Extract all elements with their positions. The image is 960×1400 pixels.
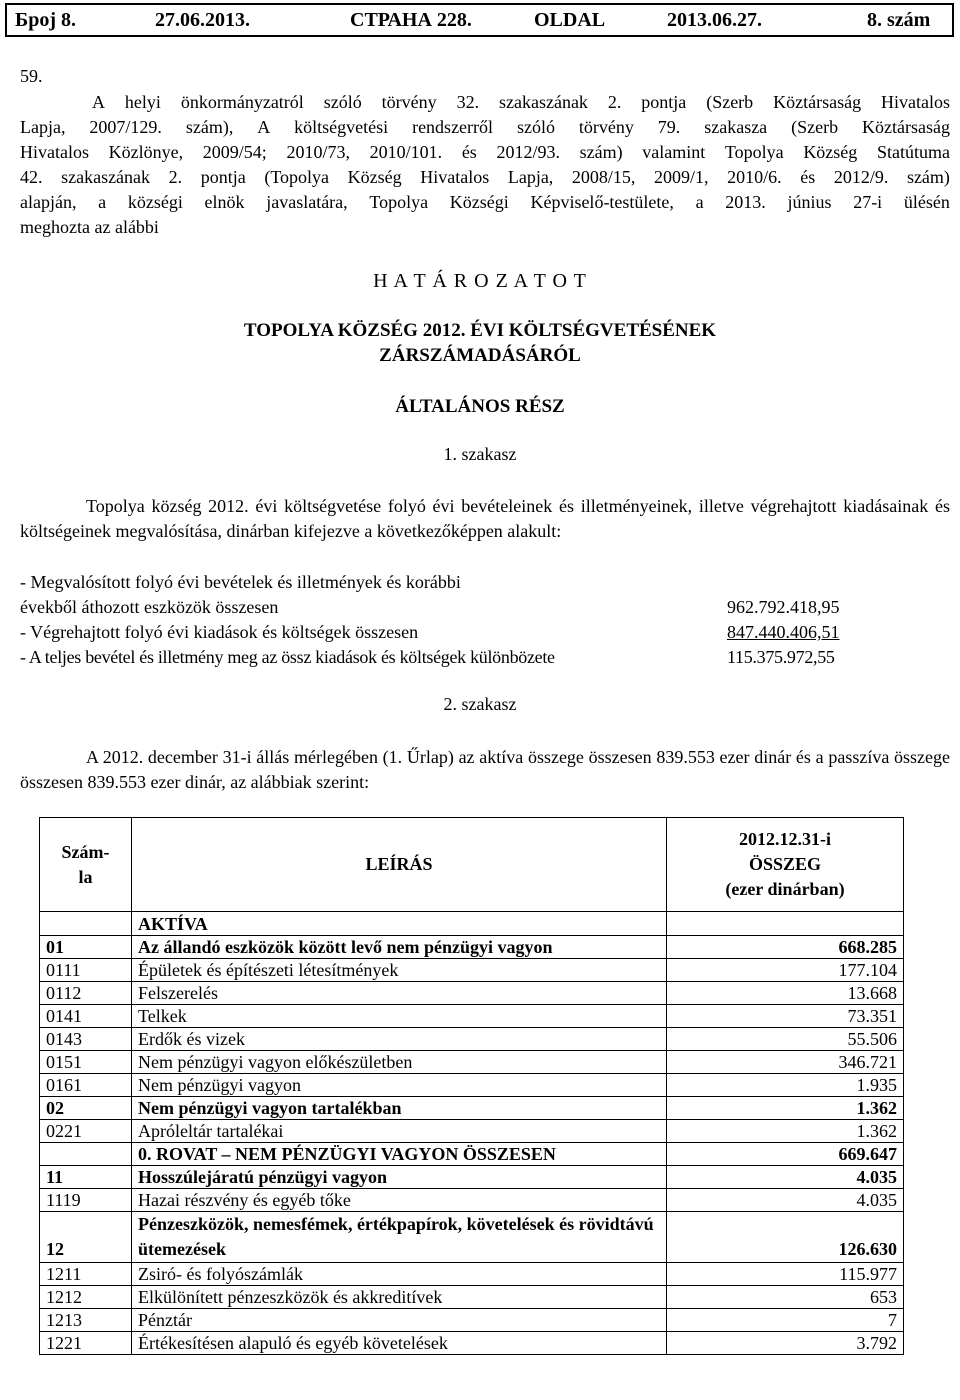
amount-cell: 1.362 xyxy=(667,1120,904,1143)
section-1-heading: 1. szakasz xyxy=(443,444,517,464)
page-label-hungarian: OLDAL xyxy=(534,9,606,31)
preamble-word: (Szerb xyxy=(791,117,839,137)
preamble-paragraph xyxy=(20,90,950,240)
preamble-word: valamint xyxy=(642,142,706,162)
preamble-word: és xyxy=(461,142,477,162)
preamble-word: szám) xyxy=(579,142,623,162)
table-row xyxy=(40,1120,904,1143)
table-row xyxy=(40,1051,904,1074)
preamble-word: Közlönye, xyxy=(108,142,184,162)
table-row xyxy=(40,1332,904,1355)
date-hungarian: 2013.06.27. xyxy=(667,9,762,31)
account-code-cell: 0111 xyxy=(40,959,132,982)
title-line-2: ZÁRSZÁMADÁSÁRÓL xyxy=(379,345,581,366)
balance-sheet-table xyxy=(39,817,904,1355)
summary-label: - Megvalósított folyó évi bevételek és illetmények és korábbi xyxy=(20,572,461,592)
preamble-word: június xyxy=(787,192,832,212)
section-1-text: Topolya község 2012. évi költségvetése folyó évi bevételeinek és illetményeinek, illetve végrehajtott kiadásainak és költségeinek megvalósítása, dinárban kifejezve a következőképpen alakult: xyxy=(20,496,950,541)
column-header-amount: 2012.12.31-i ÖSSZEG (ezer dinárban) xyxy=(667,818,904,912)
table-row xyxy=(40,1028,904,1051)
summary-label: évekből áthozott eszközök összesen xyxy=(20,597,279,617)
preamble-word: elnök xyxy=(204,192,245,212)
account-code-cell: 11 xyxy=(40,1166,132,1189)
summary-label: - A teljes bevétel és illetmény meg az össz kiadások és költségek különbözete xyxy=(20,647,555,667)
amount-cell: 55.506 xyxy=(667,1028,904,1051)
preamble-word: Lapja, xyxy=(507,167,554,187)
preamble-word: Statútuma xyxy=(876,142,950,162)
summary-amount: 962.792.418,95 xyxy=(727,597,840,617)
preamble-word: 2013. xyxy=(725,192,766,212)
page-header xyxy=(5,3,954,37)
account-code-cell: 1221 xyxy=(40,1332,132,1355)
document-title xyxy=(0,318,960,368)
table-row xyxy=(40,1143,904,1166)
preamble-word: alapján, xyxy=(20,192,77,212)
account-code-cell: 1211 xyxy=(40,1263,132,1286)
page-number-serbian: СТРАНА 228. xyxy=(350,9,472,31)
preamble-word: költségvetési xyxy=(294,117,389,137)
preamble-word: szám) xyxy=(906,167,950,187)
preamble-word: A xyxy=(257,117,271,137)
account-code-cell xyxy=(40,1143,132,1166)
preamble-line xyxy=(20,140,950,165)
resolution-heading: H A T Á R O Z A T O T xyxy=(373,270,587,292)
account-code-cell: 1212 xyxy=(40,1286,132,1309)
amount-cell: 177.104 xyxy=(667,959,904,982)
preamble-word: meghozta az alábbi xyxy=(20,217,159,237)
account-code-cell: 0221 xyxy=(40,1120,132,1143)
preamble-line xyxy=(20,115,950,140)
preamble-line xyxy=(20,190,950,215)
table-row xyxy=(40,1097,904,1120)
account-code-cell: 0151 xyxy=(40,1051,132,1074)
description-cell: Apróleltár tartalékai xyxy=(132,1120,667,1143)
table-row xyxy=(40,1263,904,1286)
part-heading: ÁLTALÁNOS RÉSZ xyxy=(395,396,565,417)
section-label-row xyxy=(40,912,904,936)
amount-cell: 115.977 xyxy=(667,1263,904,1286)
preamble-word: 2010/73, xyxy=(286,142,350,162)
summary-row xyxy=(20,595,950,619)
preamble-word: 2. xyxy=(607,92,622,112)
preamble-line xyxy=(20,90,950,115)
preamble-word: szakaszának xyxy=(498,92,588,112)
table-row xyxy=(40,936,904,959)
preamble-word: 27-i xyxy=(853,192,883,212)
preamble-word: szakaszának xyxy=(61,167,151,187)
preamble-word: 79. xyxy=(657,117,681,137)
table-cell xyxy=(40,912,132,936)
title-line-1: TOPOLYA KÖZSÉG 2012. ÉVI KÖLTSÉGVETÉSÉNEK xyxy=(243,320,717,341)
preamble-word: szám), xyxy=(185,117,234,137)
preamble-word: törvény xyxy=(381,92,437,112)
description-cell: 0. ROVAT – NEM PÉNZÜGYI VAGYON ÖSSZESEN xyxy=(132,1143,667,1166)
amount-cell: 7 xyxy=(667,1309,904,1332)
preamble-word: szóló xyxy=(323,92,362,112)
account-code-cell: 0141 xyxy=(40,1005,132,1028)
preamble-word: javaslatára, xyxy=(266,192,348,212)
issue-number-serbian: Број 8. xyxy=(15,9,77,31)
preamble-word: szóló xyxy=(516,117,555,137)
description-cell: Hosszúlejáratú pénzügyi vagyon xyxy=(132,1166,667,1189)
table-row xyxy=(40,1074,904,1097)
amount-cell: 346.721 xyxy=(667,1051,904,1074)
preamble-word: községi xyxy=(127,192,183,212)
description-cell: Épületek és építészeti létesítmények xyxy=(132,959,667,982)
preamble-word: Képviselő-testülete, xyxy=(530,192,674,212)
table-row xyxy=(40,1286,904,1309)
amount-cell: 126.630 xyxy=(667,1212,904,1263)
amount-cell: 669.647 xyxy=(667,1143,904,1166)
preamble-word: pontja xyxy=(641,92,687,112)
description-cell: Nem pénzügyi vagyon előkészületben xyxy=(132,1051,667,1074)
summary-amount: 115.375.972,55 xyxy=(727,647,835,667)
description-cell: Az állandó eszközök között levő nem pénzügyi vagyon xyxy=(132,936,667,959)
preamble-word: pontja xyxy=(200,167,246,187)
account-code-cell: 12 xyxy=(40,1212,132,1263)
summary-amount: 847.440.406,51 xyxy=(727,622,840,642)
summary-row xyxy=(20,620,950,644)
preamble-word: Topolya xyxy=(724,142,784,162)
preamble-word: Hivatalos xyxy=(20,142,89,162)
description-cell: Hazai részvény és egyéb tőke xyxy=(132,1189,667,1212)
amount-cell: 1.935 xyxy=(667,1074,904,1097)
account-code-cell: 02 xyxy=(40,1097,132,1120)
table-row xyxy=(40,982,904,1005)
preamble-word: Község xyxy=(347,167,402,187)
table-cell xyxy=(667,912,904,936)
description-cell: Telkek xyxy=(132,1005,667,1028)
preamble-word: a xyxy=(695,192,704,212)
issue-number-hungarian: 8. szám xyxy=(867,9,931,31)
description-cell: Erdők és vizek xyxy=(132,1028,667,1051)
summary-row xyxy=(20,570,950,594)
preamble-word: (Szerb xyxy=(706,92,754,112)
preamble-word: helyi xyxy=(124,92,161,112)
section-2-text: A 2012. december 31-i állás mérlegében (1. Űrlap) az aktíva összege összesen 839.553 ezer dinár és a passzíva összege összesen 839.553 ezer dinár, az alábbiak szerint: xyxy=(20,747,950,792)
date-serbian: 27.06.2013. xyxy=(155,9,250,31)
preamble-word: 2009/54; xyxy=(202,142,267,162)
description-cell: Nem pénzügyi vagyon tartalékban xyxy=(132,1097,667,1120)
preamble-word: 42. xyxy=(20,167,43,187)
account-code-cell: 0143 xyxy=(40,1028,132,1051)
preamble-word: ülésén xyxy=(903,192,950,212)
column-header-description: LEÍRÁS xyxy=(132,818,667,912)
preamble-word: 32. xyxy=(456,92,480,112)
amount-cell: 668.285 xyxy=(667,936,904,959)
amount-cell: 4.035 xyxy=(667,1189,904,1212)
description-cell: Elkülönített pénzeszközök és akkreditívek xyxy=(132,1286,667,1309)
table-row xyxy=(40,1309,904,1332)
account-code-cell: 01 xyxy=(40,936,132,959)
preamble-word: 2007/129. xyxy=(89,117,162,137)
amount-cell: 73.351 xyxy=(667,1005,904,1028)
table-header-row xyxy=(40,818,904,912)
preamble-word: Községi xyxy=(449,192,509,212)
table-row xyxy=(40,1212,904,1263)
preamble-word: 2012/93. xyxy=(496,142,560,162)
description-cell: Zsiró- és folyószámlák xyxy=(132,1263,667,1286)
preamble-word: szakasza xyxy=(704,117,768,137)
section-2-heading: 2. szakasz xyxy=(443,694,517,714)
description-cell: Pénzeszközök, nemesfémek, értékpapírok, követelések és rövidtávú ütemezések xyxy=(132,1212,667,1263)
preamble-word: és xyxy=(800,167,816,187)
amount-cell: 653 xyxy=(667,1286,904,1309)
amount-cell: 13.668 xyxy=(667,982,904,1005)
amount-cell: 4.035 xyxy=(667,1166,904,1189)
description-cell: Pénztár xyxy=(132,1309,667,1332)
preamble-line xyxy=(20,215,950,240)
preamble-word: törvény xyxy=(578,117,634,137)
preamble-word: 2009/1, xyxy=(654,167,709,187)
summary-row xyxy=(20,645,950,669)
preamble-word: rendszerről xyxy=(412,117,494,137)
summary-label: - Végrehajtott folyó évi kiadások és költségek összesen xyxy=(20,622,419,642)
decision-number: 59. xyxy=(20,66,43,86)
preamble-word: (Topolya xyxy=(264,167,330,187)
description-cell: Felszerelés xyxy=(132,982,667,1005)
column-header-account: Szám- la xyxy=(40,818,132,912)
preamble-word: Hivatalos xyxy=(881,92,950,112)
table-row xyxy=(40,959,904,982)
table-row xyxy=(40,1005,904,1028)
amount-cell: 3.792 xyxy=(667,1332,904,1355)
preamble-word: a xyxy=(98,192,107,212)
table-row xyxy=(40,1189,904,1212)
preamble-word: Topolya xyxy=(369,192,429,212)
account-code-cell: 0161 xyxy=(40,1074,132,1097)
preamble-word: önkormányzatról xyxy=(180,92,304,112)
preamble-line xyxy=(20,165,950,190)
table-row xyxy=(40,1166,904,1189)
preamble-word: 2012/9. xyxy=(833,167,889,187)
preamble-word: 2010/101. xyxy=(369,142,443,162)
amount-cell: 1.362 xyxy=(667,1097,904,1120)
preamble-word: 2. xyxy=(168,167,183,187)
account-code-cell: 1119 xyxy=(40,1189,132,1212)
description-cell: Értékesítésen alapuló és egyéb követelések xyxy=(132,1332,667,1355)
section-label-aktiva: AKTÍVA xyxy=(132,912,667,936)
account-code-cell: 1213 xyxy=(40,1309,132,1332)
preamble-word: Hivatalos xyxy=(420,167,490,187)
preamble-word: Köztársaság xyxy=(773,92,862,112)
preamble-word: Köztársaság xyxy=(862,117,950,137)
preamble-word: Lapja, xyxy=(20,117,66,137)
preamble-word: 2010/6. xyxy=(727,167,782,187)
preamble-word: 2008/15, xyxy=(571,167,636,187)
account-code-cell: 0112 xyxy=(40,982,132,1005)
description-cell: Nem pénzügyi vagyon xyxy=(132,1074,667,1097)
preamble-word: Község xyxy=(803,142,858,162)
preamble-word: A xyxy=(92,92,105,112)
